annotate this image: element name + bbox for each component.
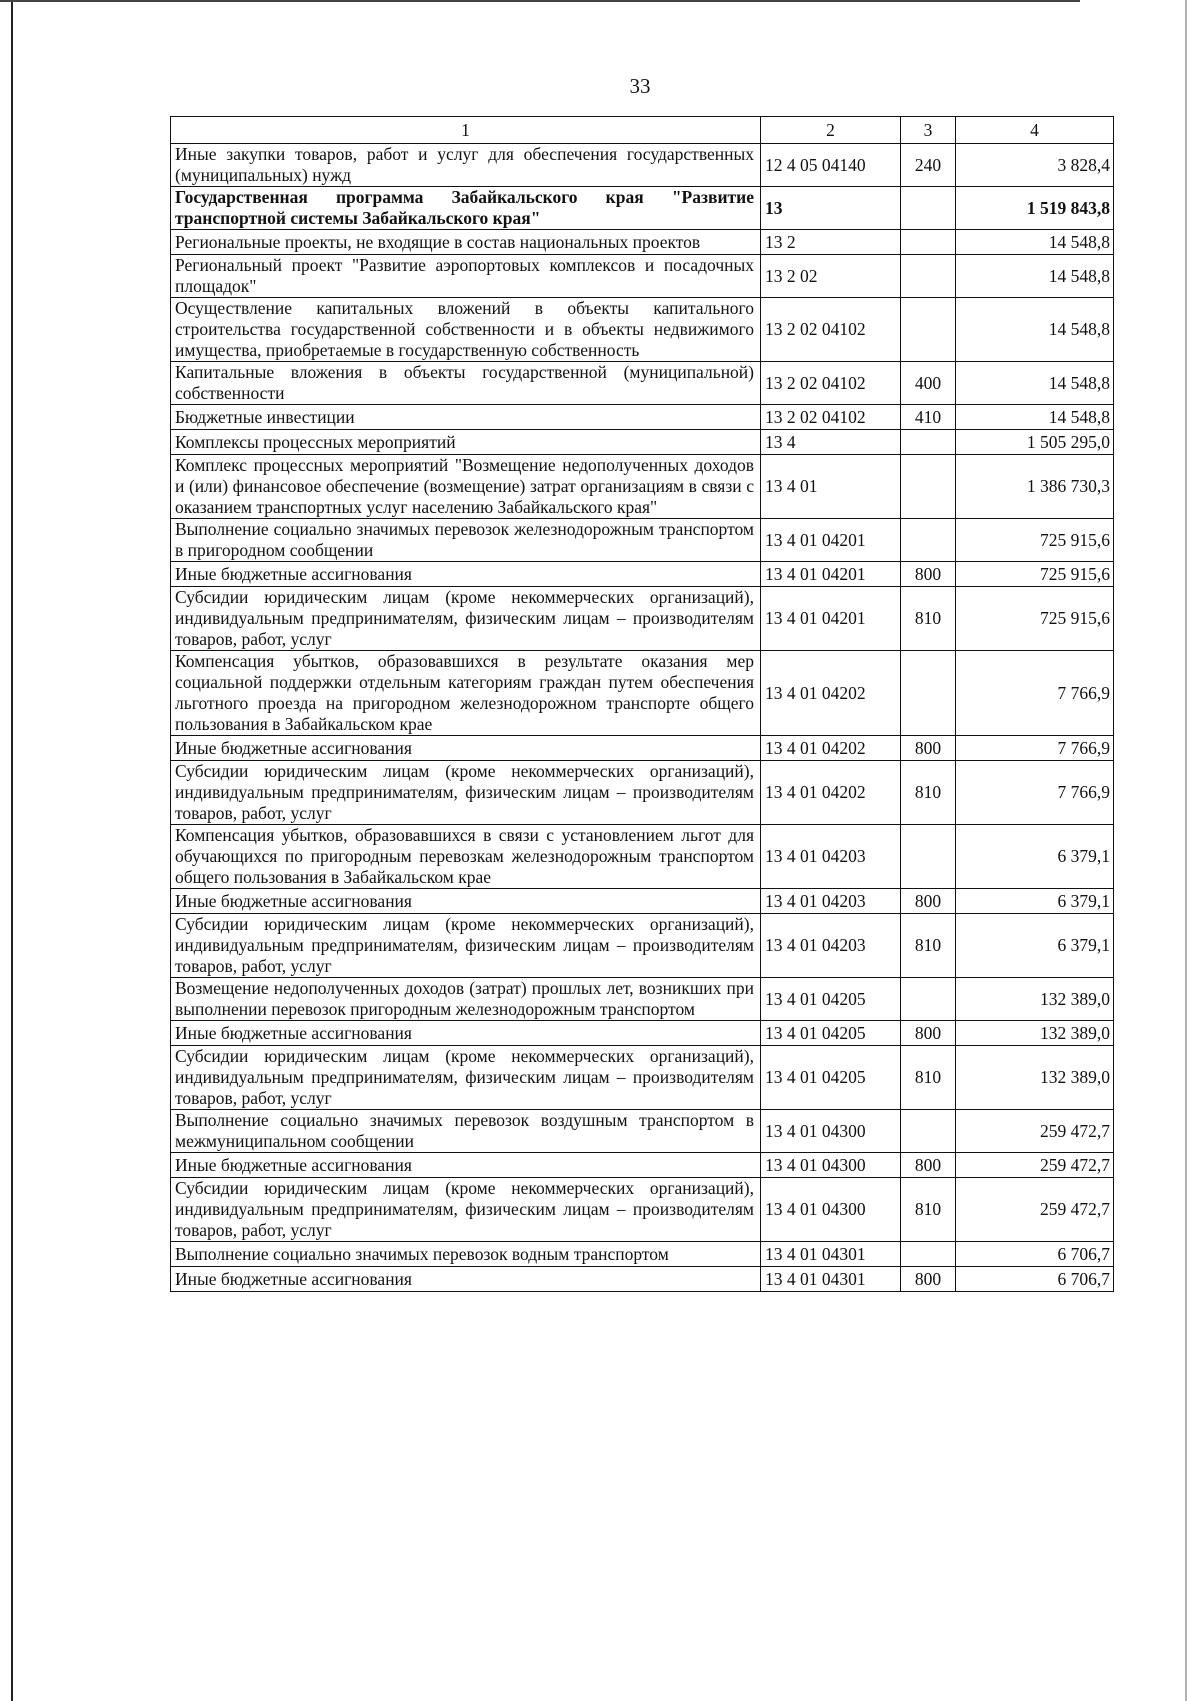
table-row [171,914,1114,978]
row-amount-cell: 6 706,7 [956,1242,1114,1267]
row-code-cell: 13 [761,187,901,230]
table-row [171,144,1114,187]
row-amount-cell: 132 389,0 [956,1021,1114,1046]
row-name-cell: Иные бюджетные ассигнования [171,1267,761,1292]
row-type-cell: 410 [901,405,956,430]
row-name-cell: Выполнение социально значимых перевозок воздушным транспортом в межмуниципальном сообщении [171,1110,761,1153]
row-name-cell: Бюджетные инвестиции [171,405,761,430]
table-row [171,255,1114,298]
row-amount-cell: 6 379,1 [956,914,1114,978]
row-code-cell: 13 4 01 04301 [761,1267,901,1292]
row-code-cell: 13 4 01 04201 [761,562,901,587]
row-amount-cell: 132 389,0 [956,1046,1114,1110]
row-code-cell: 13 4 01 04201 [761,519,901,562]
table-row [171,298,1114,362]
row-type-cell: 400 [901,362,956,405]
table-row [171,405,1114,430]
row-code-cell: 13 4 01 04202 [761,761,901,825]
row-name-cell: Комплекс процессных мероприятий "Возмещение недополученных доходов и (или) финансовое обеспечение (возмещение) затрат организациям в связи с оказанием транспортных услуг населению Забайкальского края" [171,455,761,519]
row-code-cell: 13 4 01 04202 [761,651,901,736]
row-code-cell: 13 4 01 [761,455,901,519]
row-type-cell: 810 [901,1046,956,1110]
row-name-cell: Субсидии юридическим лицам (кроме некоммерческих организаций), индивидуальным предпринимателям, физическим лицам – производителям товаров, работ, услуг [171,1178,761,1242]
table-row [171,187,1114,230]
row-amount-cell: 7 766,9 [956,736,1114,761]
row-amount-cell: 6 379,1 [956,889,1114,914]
row-code-cell: 13 4 01 04300 [761,1153,901,1178]
table-row [171,978,1114,1021]
row-code-cell: 13 4 01 04301 [761,1242,901,1267]
row-code-cell: 13 2 [761,230,901,255]
row-name-cell: Региональные проекты, не входящие в состав национальных проектов [171,230,761,255]
row-type-cell: 810 [901,1178,956,1242]
row-type-cell [901,430,956,455]
table-row [171,1267,1114,1292]
row-amount-cell: 725 915,6 [956,587,1114,651]
row-name-cell: Возмещение недополученных доходов (затрат) прошлых лет, возникших при выполнении перевозок пригородным железнодорожным транспортом [171,978,761,1021]
table-row [171,1046,1114,1110]
row-type-cell [901,978,956,1021]
row-name-cell: Иные бюджетные ассигнования [171,736,761,761]
row-amount-cell: 3 828,4 [956,144,1114,187]
table-row [171,761,1114,825]
row-type-cell [901,825,956,889]
row-type-cell [901,255,956,298]
row-name-cell: Иные бюджетные ассигнования [171,562,761,587]
row-amount-cell: 259 472,7 [956,1153,1114,1178]
row-code-cell: 13 4 [761,430,901,455]
row-code-cell: 12 4 05 04140 [761,144,901,187]
row-amount-cell: 725 915,6 [956,519,1114,562]
row-amount-cell: 6 379,1 [956,825,1114,889]
table-row [171,230,1114,255]
table-row [171,651,1114,736]
row-type-cell [901,298,956,362]
row-name-cell: Выполнение социально значимых перевозок водным транспортом [171,1242,761,1267]
table-row [171,362,1114,405]
row-type-cell [901,651,956,736]
table-row [171,587,1114,651]
table-row [171,889,1114,914]
row-code-cell: 13 4 01 04202 [761,736,901,761]
table-row [171,825,1114,889]
row-name-cell: Осуществление капитальных вложений в объекты капитального строительства государственной собственности и в объекты недвижимого имущества, приобретаемые в государственную собственность [171,298,761,362]
row-name-cell: Субсидии юридическим лицам (кроме некоммерческих организаций), индивидуальным предпринимателям, физическим лицам – производителям товаров, работ, услуг [171,914,761,978]
table-row [171,430,1114,455]
table-body [171,144,1114,1292]
row-amount-cell: 7 766,9 [956,761,1114,825]
table-row [171,1242,1114,1267]
row-type-cell: 800 [901,1267,956,1292]
row-type-cell: 800 [901,562,956,587]
row-amount-cell: 1 505 295,0 [956,430,1114,455]
row-amount-cell: 132 389,0 [956,978,1114,1021]
row-type-cell: 800 [901,889,956,914]
table-row [171,1110,1114,1153]
row-name-cell: Комплексы процессных мероприятий [171,430,761,455]
row-code-cell: 13 4 01 04300 [761,1178,901,1242]
column-header: 4 [956,117,1114,144]
row-type-cell: 800 [901,736,956,761]
row-amount-cell: 259 472,7 [956,1178,1114,1242]
row-name-cell: Компенсация убытков, образовавшихся в связи с установлением льгот для обучающихся по пригородным перевозкам железнодорожным транспортом общего пользования в Забайкальском крае [171,825,761,889]
table-row [171,1178,1114,1242]
row-code-cell: 13 2 02 04102 [761,405,901,430]
row-type-cell [901,1242,956,1267]
row-type-cell: 810 [901,587,956,651]
table-row [171,562,1114,587]
table-row [171,1153,1114,1178]
row-name-cell: Региональный проект "Развитие аэропортовых комплексов и посадочных площадок" [171,255,761,298]
row-amount-cell: 725 915,6 [956,562,1114,587]
row-code-cell: 13 4 01 04300 [761,1110,901,1153]
row-name-cell: Субсидии юридическим лицам (кроме некоммерческих организаций), индивидуальным предпринимателям, физическим лицам – производителям товаров, работ, услуг [171,1046,761,1110]
row-code-cell: 13 4 01 04203 [761,914,901,978]
row-type-cell: 810 [901,914,956,978]
row-type-cell: 800 [901,1153,956,1178]
row-code-cell: 13 4 01 04205 [761,978,901,1021]
row-type-cell: 800 [901,1021,956,1046]
column-header: 1 [171,117,761,144]
row-amount-cell: 7 766,9 [956,651,1114,736]
row-name-cell: Государственная программа Забайкальского края "Развитие транспортной системы Забайкальского края" [171,187,761,230]
row-type-cell: 240 [901,144,956,187]
row-amount-cell: 1 519 843,8 [956,187,1114,230]
column-header: 2 [761,117,901,144]
row-code-cell: 13 2 02 [761,255,901,298]
row-name-cell: Иные бюджетные ассигнования [171,1153,761,1178]
row-type-cell [901,1110,956,1153]
row-code-cell: 13 4 01 04205 [761,1046,901,1110]
table-row [171,736,1114,761]
row-amount-cell: 1 386 730,3 [956,455,1114,519]
row-name-cell: Компенсация убытков, образовавшихся в результате оказания мер социальной поддержки отдельным категориям граждан путем обеспечения льготного проезда на пригородном железнодорожном транспорте общего пользования в Забайкальском крае [171,651,761,736]
column-header: 3 [901,117,956,144]
row-code-cell: 13 4 01 04205 [761,1021,901,1046]
row-amount-cell: 14 548,8 [956,255,1114,298]
row-code-cell: 13 4 01 04203 [761,825,901,889]
row-name-cell: Иные бюджетные ассигнования [171,1021,761,1046]
row-name-cell: Субсидии юридическим лицам (кроме некоммерческих организаций), индивидуальным предпринимателям, физическим лицам – производителям товаров, работ, услуг [171,761,761,825]
row-name-cell: Субсидии юридическим лицам (кроме некоммерческих организаций), индивидуальным предпринимателям, физическим лицам – производителям товаров, работ, услуг [171,587,761,651]
row-amount-cell: 259 472,7 [956,1110,1114,1153]
row-amount-cell: 14 548,8 [956,298,1114,362]
row-amount-cell: 6 706,7 [956,1267,1114,1292]
page-number: 33 [629,74,651,98]
table-header-row [171,117,1114,144]
row-name-cell: Капитальные вложения в объекты государственной (муниципальной) собственности [171,362,761,405]
row-amount-cell: 14 548,8 [956,230,1114,255]
row-code-cell: 13 2 02 04102 [761,362,901,405]
row-type-cell [901,519,956,562]
row-code-cell: 13 4 01 04203 [761,889,901,914]
table-row [171,455,1114,519]
row-name-cell: Иные бюджетные ассигнования [171,889,761,914]
row-type-cell [901,187,956,230]
row-amount-cell: 14 548,8 [956,362,1114,405]
table-row [171,519,1114,562]
row-name-cell: Иные закупки товаров, работ и услуг для обеспечения государственных (муниципальных) нужд [171,144,761,187]
row-type-cell: 810 [901,761,956,825]
row-amount-cell: 14 548,8 [956,405,1114,430]
row-code-cell: 13 2 02 04102 [761,298,901,362]
row-code-cell: 13 4 01 04201 [761,587,901,651]
budget-table [170,116,1114,1292]
row-type-cell [901,455,956,519]
table-row [171,1021,1114,1046]
row-type-cell [901,230,956,255]
row-name-cell: Выполнение социально значимых перевозок железнодорожным транспортом в пригородном сообщении [171,519,761,562]
